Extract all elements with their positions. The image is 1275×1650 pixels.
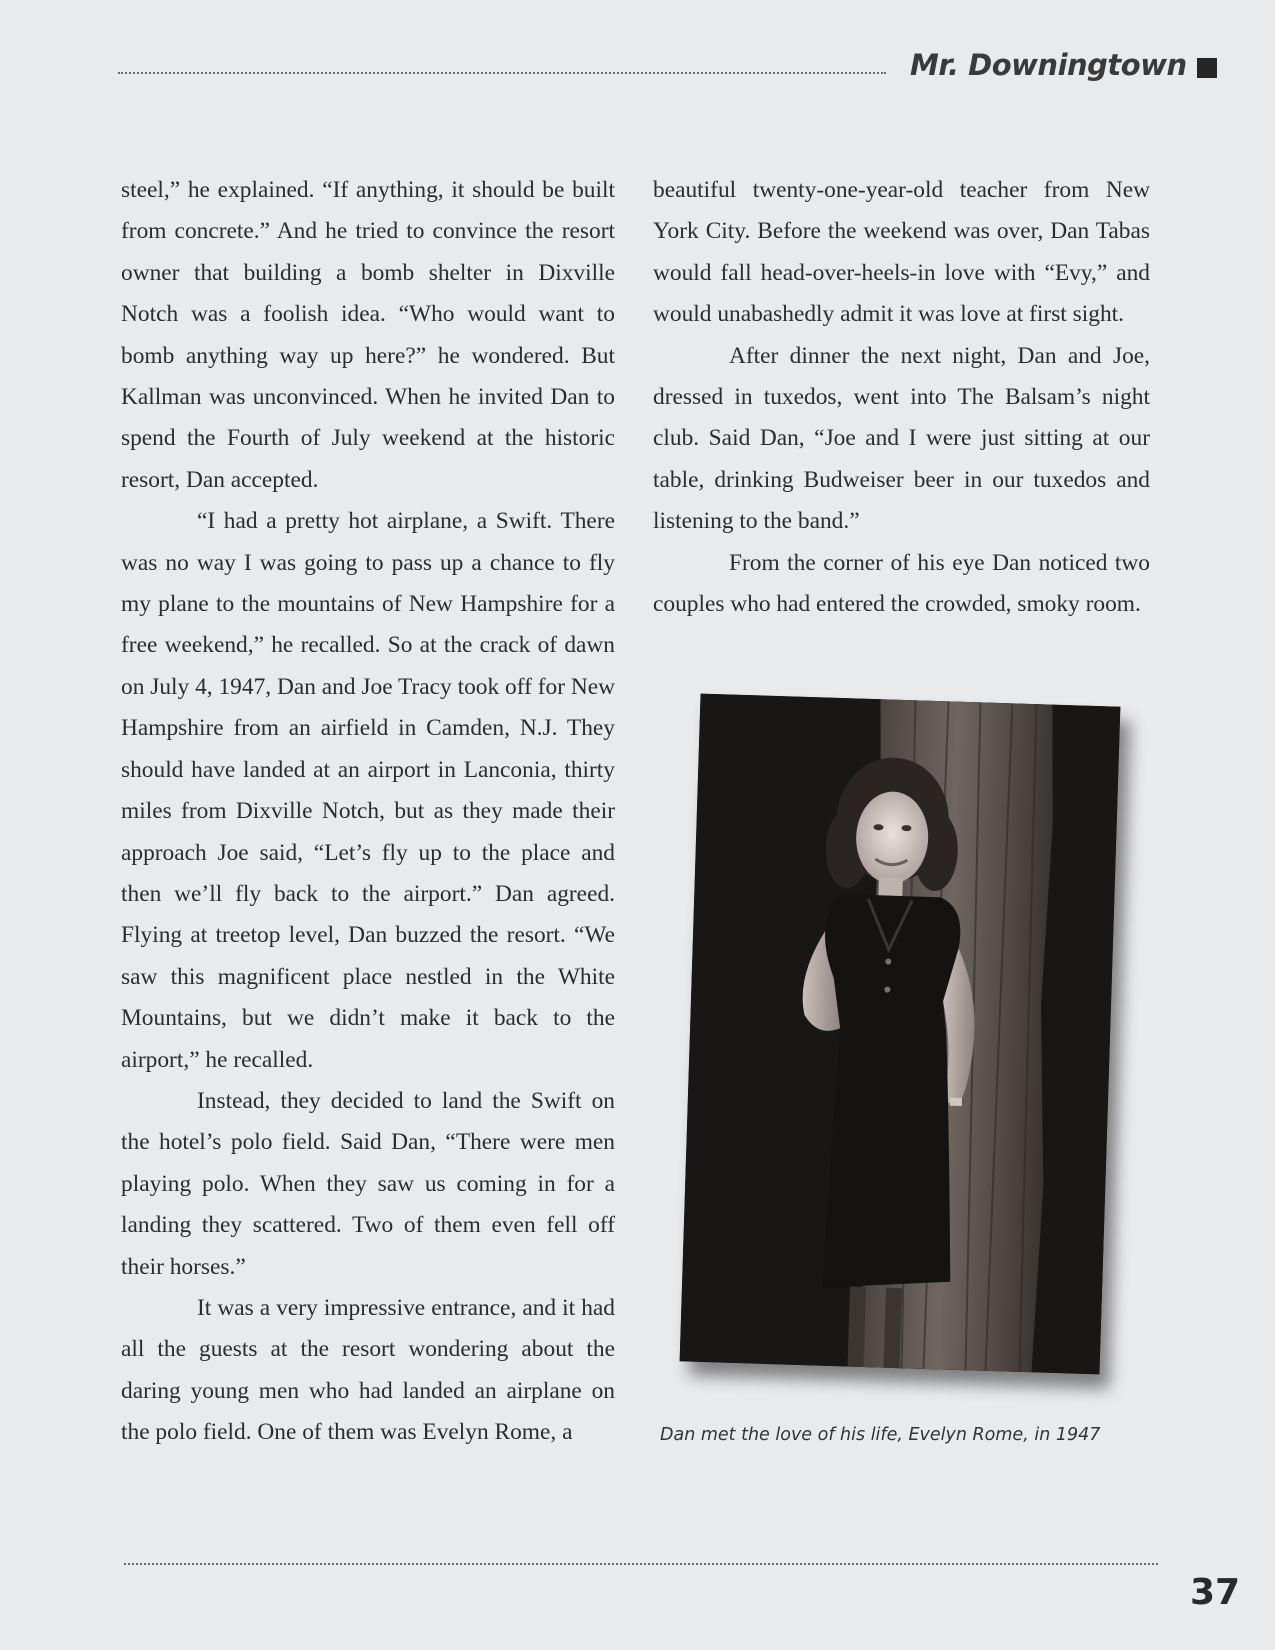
paragraph: steel,” he explained. “If anything, it should be built from concrete.” And he tried to convince the resort owner that building a bomb shelter in Dixville Notch was a foolish idea. “Who would want to bomb anything way up here?” he wondered. But Kallman was unconvinced. When he invited Dan to spend the Fourth of July weekend at the historic resort, Dan accepted. bbox=[121, 177, 615, 493]
paragraph: It was a very impressive entrance, and it had all the guests at the resort wondering about the daring young men who had landed an airplane on the polo field. One of them was Evelyn Rome, a bbox=[121, 1294, 615, 1446]
photo-caption: Dan met the love of his life, Evelyn Rome, in 1947 bbox=[660, 1425, 1101, 1445]
left-text-column bbox=[121, 170, 615, 1454]
paragraph: beautiful twenty-one-year-old teacher from New York City. Before the weekend was over, Dan Tabas would fall head-over-heels-in love with “Evy,” and would unabashedly admit it was love at first sight. bbox=[653, 177, 1150, 328]
portrait-photo bbox=[680, 694, 1121, 1375]
paragraph: “I had a pretty hot airplane, a Swift. There was no way I was going to pass up a chance to fly my plane to the mountains of New Hampshire for a free weekend,” he recalled. So at the crack of dawn on July 4, 1947, Dan and Joe Tracy took off for New Hampshire from an airfield in Camden, N.J. They should have landed at an airport in Lanconia, thirty miles from Dixville Notch, but as they made their approach Joe said, “Let’s fly up to the place and then we’ll fly back to the airport.” Dan agreed. Flying at treetop level, Dan buzzed the resort. “We saw this magnificent place nestled in the White Mountains, but we didn’t make it back to the airport,” he recalled. bbox=[121, 508, 615, 1073]
paragraph: From the corner of his eye Dan noticed two couples who had entered the crowded, smoky room. bbox=[653, 549, 1150, 618]
header-dotted-rule bbox=[118, 72, 886, 74]
page-number: 37 bbox=[1190, 1572, 1241, 1613]
running-head: Mr. Downingtown bbox=[910, 48, 1187, 82]
portrait-photo-illustration bbox=[680, 694, 1121, 1375]
paragraph: After dinner the next night, Dan and Joe, dressed in tuxedos, went into The Balsam’s night club. Said Dan, “Joe and I were just sitting at our table, drinking Budweiser beer in our tuxedos and listening to the band.” bbox=[653, 342, 1150, 535]
right-text-column bbox=[653, 170, 1150, 625]
footer-dotted-rule bbox=[124, 1563, 1158, 1565]
paragraph: Instead, they decided to land the Swift on the hotel’s polo field. Said Dan, “There were men playing polo. When they saw us coming in for a landing they scattered. Two of them even fell off their horses.” bbox=[121, 1087, 615, 1280]
header-square-marker bbox=[1197, 58, 1217, 78]
